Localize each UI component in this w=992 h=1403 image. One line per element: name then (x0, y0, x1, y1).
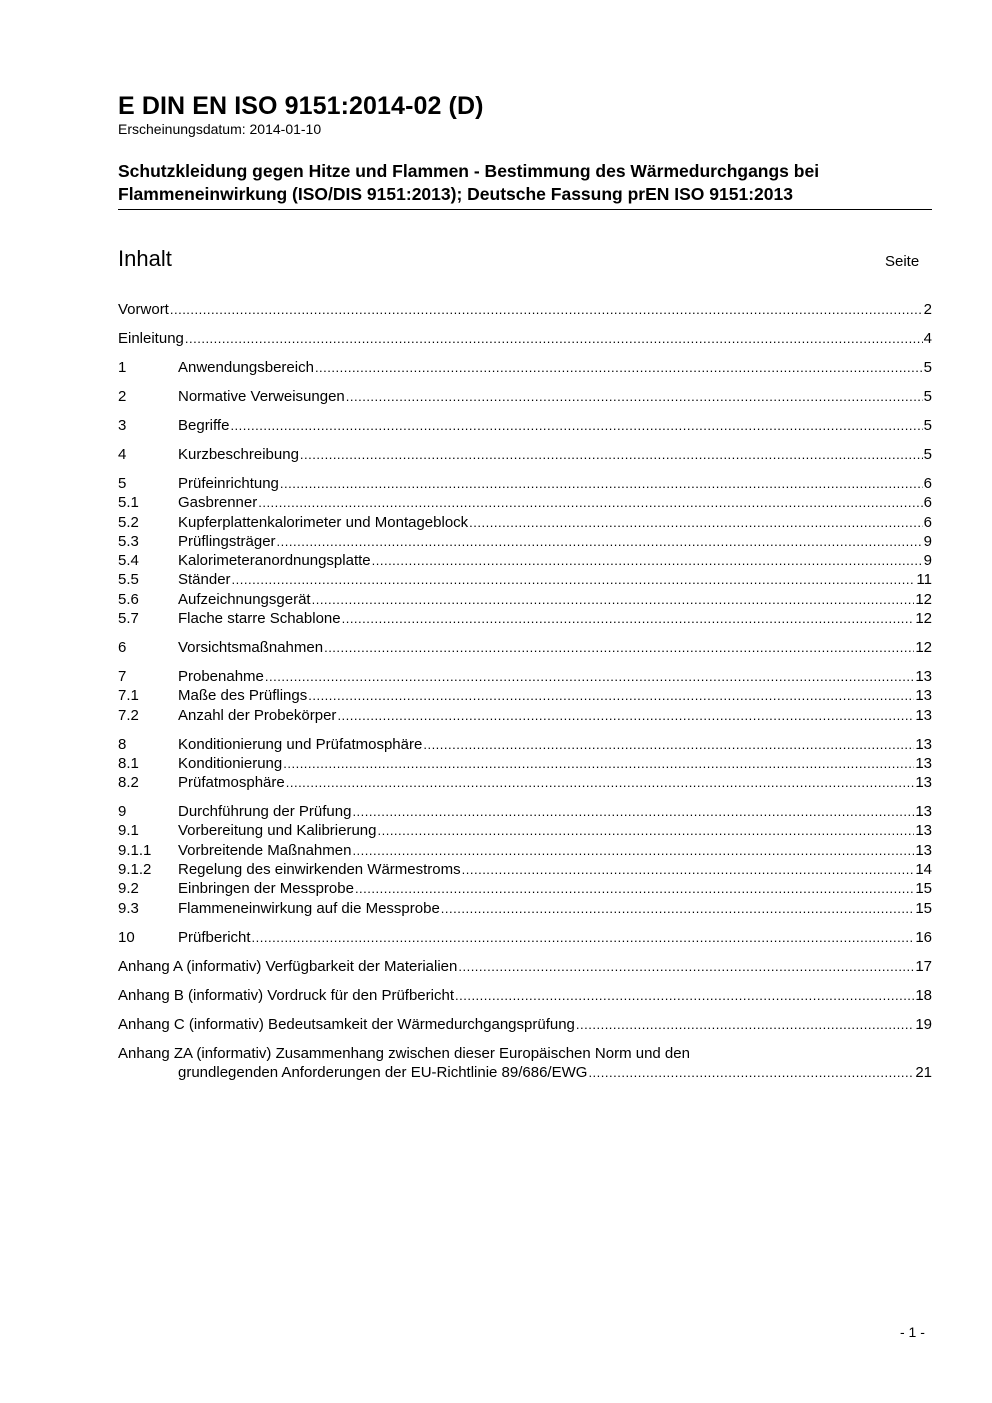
toc-entry-number: 9.2 (118, 880, 139, 898)
toc-entry (118, 821, 932, 840)
toc-entry-page: 13 (915, 803, 932, 821)
toc-entry-number: 9.1.2 (118, 861, 152, 878)
toc-entry-number: 5.4 (118, 552, 139, 570)
toc-entry-page: 12 (915, 590, 932, 608)
toc-entry (118, 1044, 932, 1063)
toc-entry-number: 6 (118, 638, 127, 656)
toc-entry-page: 12 (915, 609, 932, 627)
toc-entry-label: Probenahme (178, 667, 264, 685)
toc-entry-number: 4 (118, 445, 127, 463)
toc-entry-label: Gasbrenner (178, 494, 258, 512)
toc-entry-page: 5 (923, 358, 932, 376)
toc-entry-number: 3 (118, 416, 127, 434)
toc-entry (118, 802, 932, 821)
toc-leader-dots (324, 638, 914, 657)
toc-entry (118, 358, 932, 377)
toc-entry (118, 570, 932, 589)
document-title: E DIN EN ISO 9151:2014-02 (D) (118, 92, 484, 120)
toc-leader-dots (576, 1015, 914, 1034)
toc-entry-label: Kurzbeschreibung (178, 445, 299, 463)
toc-leader-dots (469, 513, 922, 532)
toc-leader-dots (372, 551, 923, 570)
toc-entry-page: 6 (923, 513, 932, 531)
toc-entry (118, 706, 932, 725)
toc-entry-number: 9.1.1 (118, 841, 152, 859)
toc-entry (118, 609, 932, 628)
toc-entry (118, 532, 932, 551)
toc-leader-dots (312, 590, 915, 609)
toc-leader-dots (458, 957, 914, 976)
toc-entry-label: Prüfbericht (178, 928, 251, 946)
toc-entry-label: Normative Verweisungen (178, 387, 345, 405)
toc-entry-page: 21 (915, 1063, 932, 1081)
toc-entry-number: 7.1 (118, 687, 139, 705)
toc-leader-dots (462, 860, 915, 879)
toc-entry-page: 11 (916, 571, 932, 589)
toc-entry-page: 12 (915, 638, 932, 656)
table-of-contents (118, 300, 932, 1082)
toc-entry-label: Vorbreitende Maßnahmen (178, 841, 352, 859)
toc-entry-label: Prüfeinrichtung (178, 474, 279, 492)
toc-leader-dots (277, 532, 923, 551)
subject-line-2: Flammeneinwirkung (ISO/DIS 9151:2013); Deutsche Fassung prEN ISO 9151:2013 (118, 184, 793, 204)
toc-entry-page: 2 (923, 301, 932, 318)
toc-entry-label: Kalorimeteranordnungsplatte (178, 552, 371, 570)
toc-entry (118, 493, 932, 512)
toc-leader-dots (588, 1063, 914, 1082)
toc-entry-number: 8.1 (118, 754, 139, 772)
toc-entry-label: Kupferplattenkalorimeter und Montageblock (178, 513, 469, 531)
toc-entry-label: Vorwort (118, 301, 169, 318)
toc-entry-page: 9 (923, 532, 932, 550)
toc-entry-number: 9 (118, 803, 127, 821)
toc-entry-label: Durchführung der Prüfung (178, 803, 352, 821)
toc-entry (118, 860, 932, 879)
toc-leader-dots (346, 387, 923, 406)
toc-entry-page: 19 (915, 1015, 932, 1033)
toc-entry-label: Maße des Prüflings (178, 687, 308, 705)
toc-entry (118, 638, 932, 657)
toc-entry (118, 686, 932, 705)
toc-entry-label: Begriffe (178, 416, 230, 434)
toc-entry-label: Anwendungsbereich (178, 358, 314, 376)
toc-leader-dots (377, 821, 914, 840)
toc-entry-label: Prüflingsträger (178, 532, 276, 550)
toc-entry (118, 329, 932, 348)
toc-entry (118, 590, 932, 609)
toc-entry-label: grundlegenden Anforderungen der EU-Richtlinie 89/686/EWG (178, 1063, 588, 1081)
toc-leader-dots (355, 879, 914, 898)
toc-entry-label: Einleitung (118, 329, 184, 347)
toc-leader-dots (283, 754, 914, 773)
toc-entry (118, 667, 932, 686)
toc-entry-page: 16 (915, 928, 932, 946)
toc-leader-dots (280, 474, 923, 493)
toc-entry-page: 18 (915, 986, 932, 1004)
toc-entry-number: 5.7 (118, 609, 139, 627)
toc-leader-dots (342, 609, 915, 628)
toc-entry-page: 9 (923, 552, 932, 570)
toc-entry-label: Flache starre Schablone (178, 609, 341, 627)
toc-leader-dots (265, 667, 914, 686)
toc-leader-dots (455, 986, 914, 1005)
toc-entry (118, 754, 932, 773)
toc-entry (118, 416, 932, 435)
toc-entry-number: 5.3 (118, 532, 139, 550)
toc-entry-number: 5.1 (118, 494, 139, 512)
toc-leader-dots (286, 773, 915, 792)
toc-entry (118, 879, 932, 898)
toc-entry-page: 14 (915, 861, 932, 878)
toc-entry-number: 9.3 (118, 899, 139, 917)
toc-entry (118, 899, 932, 918)
toc-leader-dots (185, 329, 923, 348)
toc-entry (118, 986, 932, 1005)
toc-entry-page: 6 (923, 494, 932, 512)
toc-leader-dots (337, 706, 914, 725)
toc-entry-label: Flammeneinwirkung auf die Messprobe (178, 899, 440, 917)
toc-entry-label: Anhang B (informativ) Vordruck für den Prüfbericht (118, 986, 454, 1004)
toc-leader-dots (170, 300, 923, 319)
toc-entry-number: 2 (118, 387, 127, 405)
toc-entry-number: 9.1 (118, 822, 139, 840)
toc-entry (118, 300, 932, 319)
toc-entry (118, 773, 932, 792)
toc-entry-number: 5 (118, 474, 127, 492)
toc-entry-label: Anhang ZA (informativ) Zusammenhang zwischen dieser Europäischen Norm und den (118, 1044, 690, 1062)
toc-entry-number: 8 (118, 735, 127, 753)
toc-entry-label: Vorsichtsmaßnahmen (178, 638, 324, 656)
toc-entry-label: Konditionierung (178, 754, 283, 772)
toc-entry-label: Anhang C (informativ) Bedeutsamkeit der Wärmedurchgangsprüfung (118, 1015, 575, 1033)
toc-entry-number: 5.2 (118, 513, 139, 531)
toc-entry-number: 5.5 (118, 571, 139, 589)
toc-entry-page: 13 (915, 667, 932, 685)
toc-entry (118, 957, 932, 976)
page-number: - 1 - (900, 1324, 925, 1340)
toc-entry-number: 1 (118, 358, 127, 376)
toc-leader-dots (352, 841, 914, 860)
toc-entry-page: 6 (923, 474, 932, 492)
toc-entry-label: Einbringen der Messprobe (178, 880, 354, 898)
toc-leader-dots (352, 802, 914, 821)
toc-entry (118, 445, 932, 464)
toc-entry (118, 551, 932, 570)
toc-entry-number: 8.2 (118, 774, 139, 792)
toc-entry (118, 841, 932, 860)
toc-entry-page: 13 (915, 841, 932, 859)
toc-entry-label: Vorbereitung und Kalibrierung (178, 822, 377, 840)
toc-entry-label: Regelung des einwirkenden Wärmestroms (178, 861, 461, 878)
toc-entry-page: 13 (915, 687, 932, 705)
subject-line-1: Schutzkleidung gegen Hitze und Flammen - Bestimmung des Wärmedurchgangs bei (118, 161, 820, 181)
toc-entry (118, 1063, 932, 1082)
toc-leader-dots (308, 686, 914, 705)
toc-entry-page: 4 (923, 329, 932, 347)
toc-entry-page: 13 (915, 822, 932, 840)
toc-leader-dots (441, 899, 915, 918)
toc-entry-number: 7.2 (118, 706, 139, 724)
toc-entry-page: 13 (915, 706, 932, 724)
toc-entry-page: 15 (915, 899, 932, 917)
toc-entry-label: Anhang A (informativ) Verfügbarkeit der Materialien (118, 957, 458, 975)
toc-entry (118, 735, 932, 754)
toc-entry-label: Anzahl der Probekörper (178, 706, 337, 724)
toc-entry-page: 13 (915, 774, 932, 792)
toc-entry-page: 5 (923, 416, 932, 434)
toc-entry (118, 928, 932, 947)
toc-leader-dots (232, 570, 916, 589)
toc-entry-page: 5 (923, 387, 932, 405)
toc-heading: Inhalt (118, 246, 172, 271)
toc-page-column-label: Seite (885, 253, 920, 270)
toc-entry-number: 7 (118, 667, 127, 685)
toc-leader-dots (315, 358, 923, 377)
toc-entry (118, 513, 932, 532)
toc-entry-number: 10 (118, 928, 135, 946)
toc-entry (118, 387, 932, 406)
toc-entry-label: Prüfatmosphäre (178, 774, 285, 792)
publication-date: Erscheinungsdatum: 2014-01-10 (118, 121, 322, 137)
toc-leader-dots (230, 416, 922, 435)
toc-entry-label: Ständer (178, 571, 231, 589)
toc-leader-dots (258, 493, 922, 512)
toc-leader-dots (252, 928, 915, 947)
toc-entry (118, 474, 932, 493)
toc-entry-page: 13 (915, 735, 932, 753)
toc-entry-page: 13 (915, 754, 932, 772)
toc-entry-page: 5 (923, 445, 932, 463)
document-subject (118, 160, 932, 210)
toc-entry-page: 15 (915, 880, 932, 898)
toc-entry-number: 5.6 (118, 590, 139, 608)
toc-entry-page: 17 (915, 957, 932, 975)
toc-leader-dots (423, 735, 914, 754)
toc-entry-label: Konditionierung und Prüfatmosphäre (178, 735, 423, 753)
toc-entry-label: Aufzeichnungsgerät (178, 590, 311, 608)
toc-entry (118, 1015, 932, 1034)
toc-leader-dots (300, 445, 923, 464)
